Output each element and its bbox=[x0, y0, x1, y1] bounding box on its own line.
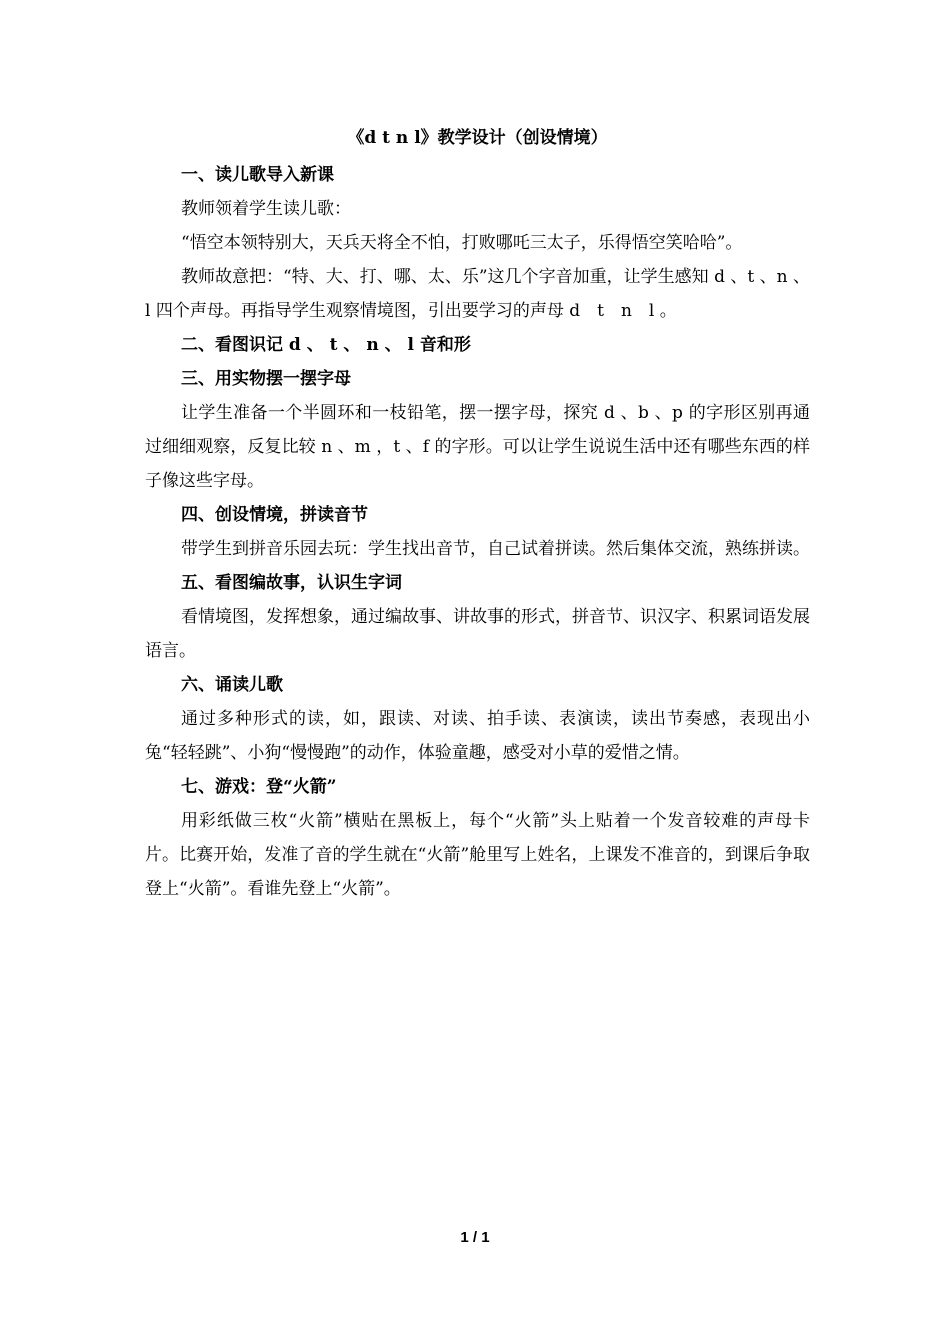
document-body bbox=[145, 124, 810, 906]
section-5 bbox=[145, 566, 810, 668]
paragraph: 带学生到拼音乐园去玩：学生找出音节，自己试着拼读。然后集体交流，熟练拼读。 bbox=[181, 539, 810, 559]
section-heading: 七、游戏：登“火箭” bbox=[181, 777, 337, 797]
section-7 bbox=[145, 770, 810, 906]
section-heading: 六、诵读儿歌 bbox=[181, 675, 283, 695]
section-heading: 二、看图识记 d 、 t 、 n 、 l 音和形 bbox=[181, 335, 471, 355]
paragraph: 通过多种形式的读，如，跟读、对读、拍手读、表演读，读出节奏感，表现出小兔“轻轻跳”、小狗“慢慢跑”的动作，体验童趣，感受对小草的爱惜之情。 bbox=[145, 709, 810, 763]
section-2 bbox=[145, 328, 810, 362]
paragraph: 用彩纸做三枚“火箭”横贴在黑板上，每个“火箭”头上贴着一个发音较难的声母卡片。比赛开始，发准了音的学生就在“火箭”舱里写上姓名，上课发不准音的，到课后争取登上“火箭”。看谁先登上“火箭”。 bbox=[145, 811, 810, 899]
section-heading: 五、看图编故事，认识生字词 bbox=[181, 573, 402, 593]
section-heading: 三、用实物摆一摆字母 bbox=[181, 369, 351, 389]
page-number: 1 / 1 bbox=[460, 1229, 490, 1246]
section-4 bbox=[145, 498, 810, 566]
paragraph: 教师领着学生读儿歌： bbox=[181, 199, 351, 219]
section-heading: 一、读儿歌导入新课 bbox=[181, 165, 334, 185]
section-6 bbox=[145, 668, 810, 770]
paragraph: 教师故意把：“特、大、打、哪、太、乐”这几个字音加重，让学生感知 d 、t 、n 、 l 四个声母。再指导学生观察情境图，引出要学习的声母 d t n l 。 bbox=[145, 267, 810, 321]
section-heading: 四、创设情境，拼读音节 bbox=[181, 505, 368, 525]
section-3 bbox=[145, 362, 810, 498]
paragraph: 让学生准备一个半圆环和一枝铅笔，摆一摆字母，探究 d 、b 、p 的字形区别再通过细细观察，反复比较 n 、m ，t 、f 的字形。可以让学生说说生活中还有哪些东西的样子像这些字母。 bbox=[145, 403, 810, 491]
paragraph: 看情境图，发挥想象，通过编故事、讲故事的形式，拼音节、识汉字、积累词语发展语言。 bbox=[145, 607, 810, 661]
paragraph: “悟空本领特别大，天兵天将全不怕，打败哪吒三太子，乐得悟空笑哈哈”。 bbox=[181, 233, 743, 253]
document-title: 《d t n l》教学设计（创设情境） bbox=[347, 128, 608, 148]
section-1 bbox=[145, 158, 810, 328]
